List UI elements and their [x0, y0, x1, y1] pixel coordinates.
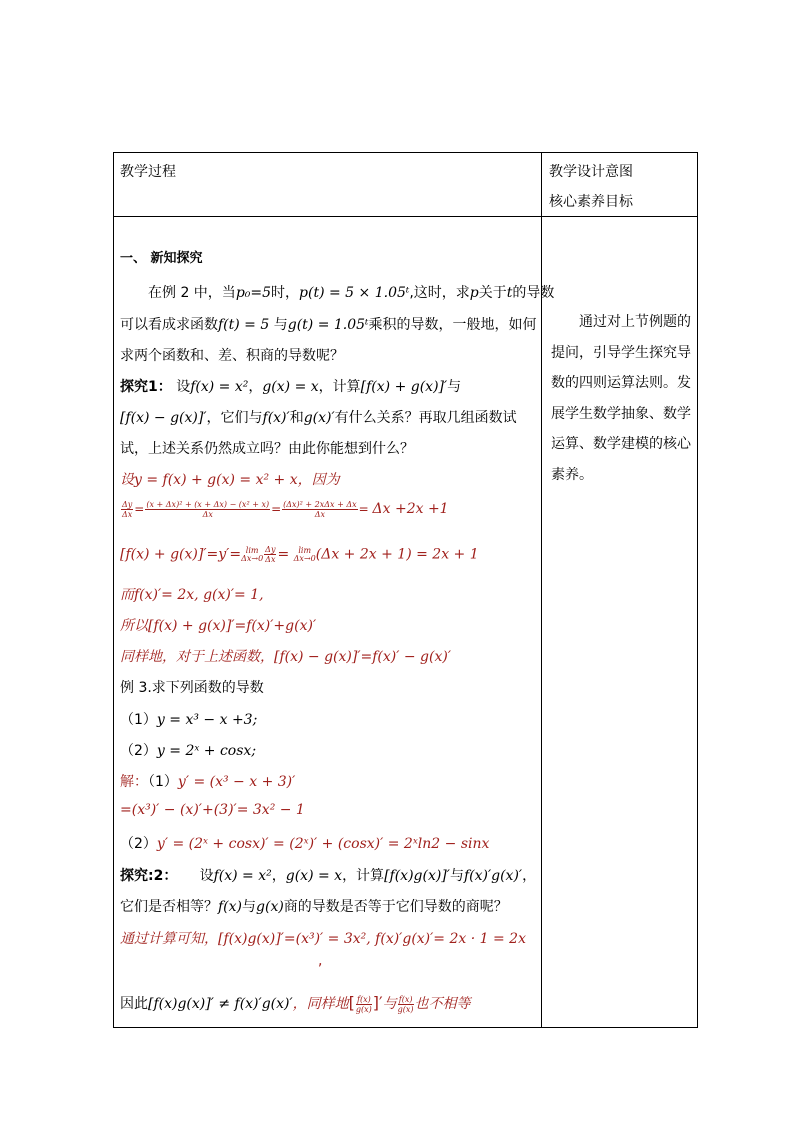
example3-question-1: （1）y = x³ − x +3;	[120, 712, 258, 728]
explore2-result: 通过计算可知，[f(x)g(x)]′=(x³)′ = 3x², f(x)′g(x)′= 2x · 1 = 2x	[120, 931, 526, 947]
example3-solution-2: （2）y′ = (2ˣ + cosx)′ = (2ˣ)′ + (cosx)′ = 2ˣln2 − sinx	[120, 836, 490, 852]
explore2-label: 探究:2：	[120, 868, 178, 884]
solution1-limit: [f(x) + g(x)]′=y′= lim Δx→0 $\frac{\Delta y}{\Delta x}$ = lim Δx→0 (Δx + 2x + 1) = 2x + 1	[120, 545, 479, 564]
example3-solution-1: 解：（1）y′ = (x³ − x + 3)′	[120, 774, 296, 790]
header-core-literacy: 核心素养目标	[549, 194, 633, 210]
explore1-label: 探究1：	[120, 379, 172, 395]
header-teaching-process: 教学过程	[120, 164, 176, 180]
intro-line-2: 可以看成求函数f(t) = 5 与g(t) = 1.05ᵗ乘积的导数，一般地，如何	[120, 317, 537, 333]
intro-line-1: 在例 2 中，当p₀=5时，p(t) = 5 × 1.05ᵗ,这时，求p关于t的导数	[148, 285, 555, 301]
explore1-line-1: 探究1： 设f(x) = x²，g(x) = x，计算[f(x) + g(x)]′与	[120, 379, 462, 395]
header-divider	[114, 216, 697, 217]
explore2-comma: ,	[318, 953, 323, 969]
explore2-conclusion: 因此[f(x)g(x)]′ ≠ f(x)′g(x)′，同样地[ $\frac{f(x)}{g(x)}$ ]′与 $\frac{f(x)}{g(x)}$ 也不相等	[120, 993, 471, 1014]
solution1-difference-rule: 同样地，对于上述函数，[f(x) − g(x)]′=f(x)′ − g(x)′	[120, 649, 452, 665]
explore2-line-2: 它们是否相等？f(x)与g(x)商的导数是否等于它们导数的商呢？	[120, 899, 508, 915]
solution1-derivatives: 而f(x)′= 2x, g(x)′= 1,	[120, 587, 264, 603]
design-intent-text: 通过对上节例题的提问，引导学生探究导数的四则运算法则。发展学生数学抽象、数学运算、数学建模的核心素养。	[551, 314, 691, 483]
header-design-intent: 教学设计意图	[549, 164, 633, 180]
explore1-line-3: 试，上述关系仍然成立吗？由此你能想到什么？	[120, 441, 414, 457]
solution1-difference-quotient: $\frac{\Delta y}{\Delta x}$ = $\frac{\text{(x + Δx)² + (x + Δx) − (x² + x)}}{\Delta x}$ = $\frac{\text{(Δx)² + 2xΔx + Δx}}{\Delta x}$ = Δx +2x +1	[122, 500, 449, 519]
section-title: 一、 新知探究	[120, 251, 203, 266]
solution1-line-1: 设y = f(x) + g(x) = x² + x，因为	[120, 472, 340, 488]
solution1-sum-rule: 所以[f(x) + g(x)]′=f(x)′+g(x)′	[120, 618, 317, 634]
explore1-line-2: [f(x) − g(x)]′，它们与f(x)′和g(x)′有什么关系？再取几组函数试	[120, 410, 517, 426]
intro-line-3: 求两个函数和、差、积商的导数呢？	[120, 348, 344, 364]
lesson-table	[113, 152, 698, 1028]
example3-title: 例 3.求下列函数的导数	[120, 680, 264, 696]
explore2-line-1: 探究:2： 设f(x) = x²，g(x) = x，计算[f(x)g(x)]′与f(x)′g(x)′，	[120, 868, 537, 884]
example3-solution-1-cont: =(x³)′ − (x)′+(3)′= 3x² − 1	[120, 802, 305, 818]
example3-question-2: （2）y = 2ˣ + cosx;	[120, 743, 257, 759]
